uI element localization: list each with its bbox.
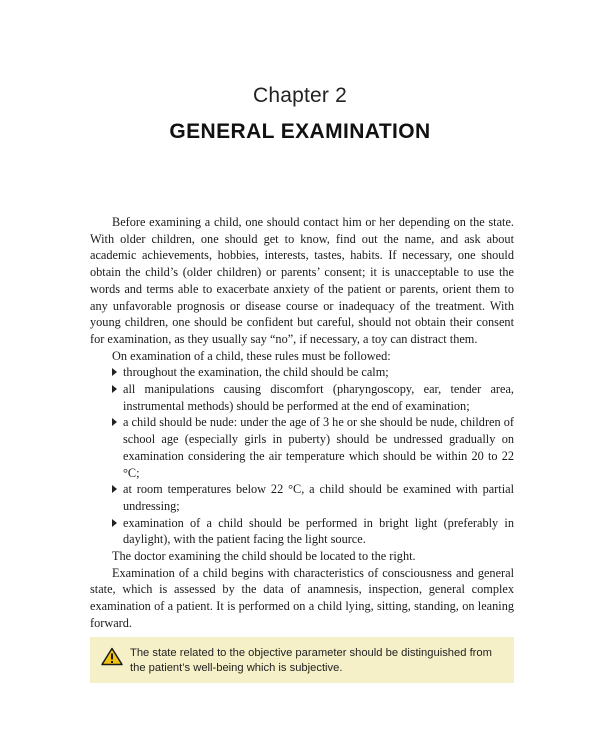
- doctor-position-paragraph: The doctor examining the child should be located to the right.: [112, 549, 416, 564]
- rule-text: a child should be nude: under the age of 3 he or she should be nude, children of school age (especially girls in puberty) should be undressed gradually on examination considering the air temperature which should be within 20 to 22 °C;: [123, 415, 514, 480]
- triangle-bullet-icon: [112, 485, 117, 493]
- rule-item: [90, 414, 514, 481]
- rule-item: [90, 364, 514, 381]
- chapter-title: GENERAL EXAMINATION: [169, 120, 431, 143]
- note-box: [90, 637, 514, 683]
- note-text: The state related to the objective parameter should be distinguished from the patient’s well-being which is subjective.: [130, 647, 492, 674]
- rule-text: all manipulations causing discomfort (pharyngoscopy, ear, tender area, instrumental methods) should be performed at the end of examination;: [123, 382, 514, 413]
- warning-icon: [101, 647, 123, 666]
- triangle-bullet-icon: [112, 368, 117, 376]
- warning-mark-dot: [111, 661, 113, 663]
- rule-item: [90, 515, 514, 548]
- rule-text: at room temperatures below 22 °C, a child should be examined with partial undressing;: [123, 482, 514, 513]
- intro-paragraph: Before examining a child, one should contact him or her depending on the state. With older children, one should get to know, find out the name, and ask about academic achievements, hobbies, interests, tastes, habits. If necessary, one should obtain the child’s (older children) or parents’ consent; it is unacceptable to use the words and terms able to exacerbate anxiety of the patient or parents, orient them to any unfavorable prognosis or disease course or inadequacy of the treatment. With young children, one should be confident but careful, should not obtain their consent for examination, as they usually say “no”, if necessary, a toy can distract them.: [90, 215, 514, 346]
- rule-text: throughout the examination, the child should be calm;: [123, 365, 389, 380]
- rule-item: [90, 481, 514, 514]
- rules-list: [90, 364, 514, 548]
- chapter-number: Chapter 2: [252, 84, 348, 107]
- body-text: [90, 214, 514, 632]
- rule-text: examination of a child should be performed in bright light (preferably in daylight), with the patient facing the light source.: [123, 515, 514, 547]
- warning-mark-line: [111, 654, 113, 660]
- triangle-bullet-icon: [112, 385, 117, 393]
- triangle-bullet-icon: [112, 418, 117, 426]
- rules-intro-paragraph: On examination of a child, these rules must be followed:: [112, 348, 391, 363]
- triangle-bullet-icon: [112, 519, 117, 527]
- examination-paragraph: Examination of a child begins with characteristics of consciousness and general state, which is assessed by the data of anamnesis, inspection, general complex examination of a patient. It is performed on a child lying, sitting, standing, on leaning forward.: [90, 565, 514, 630]
- rule-item: [90, 381, 514, 414]
